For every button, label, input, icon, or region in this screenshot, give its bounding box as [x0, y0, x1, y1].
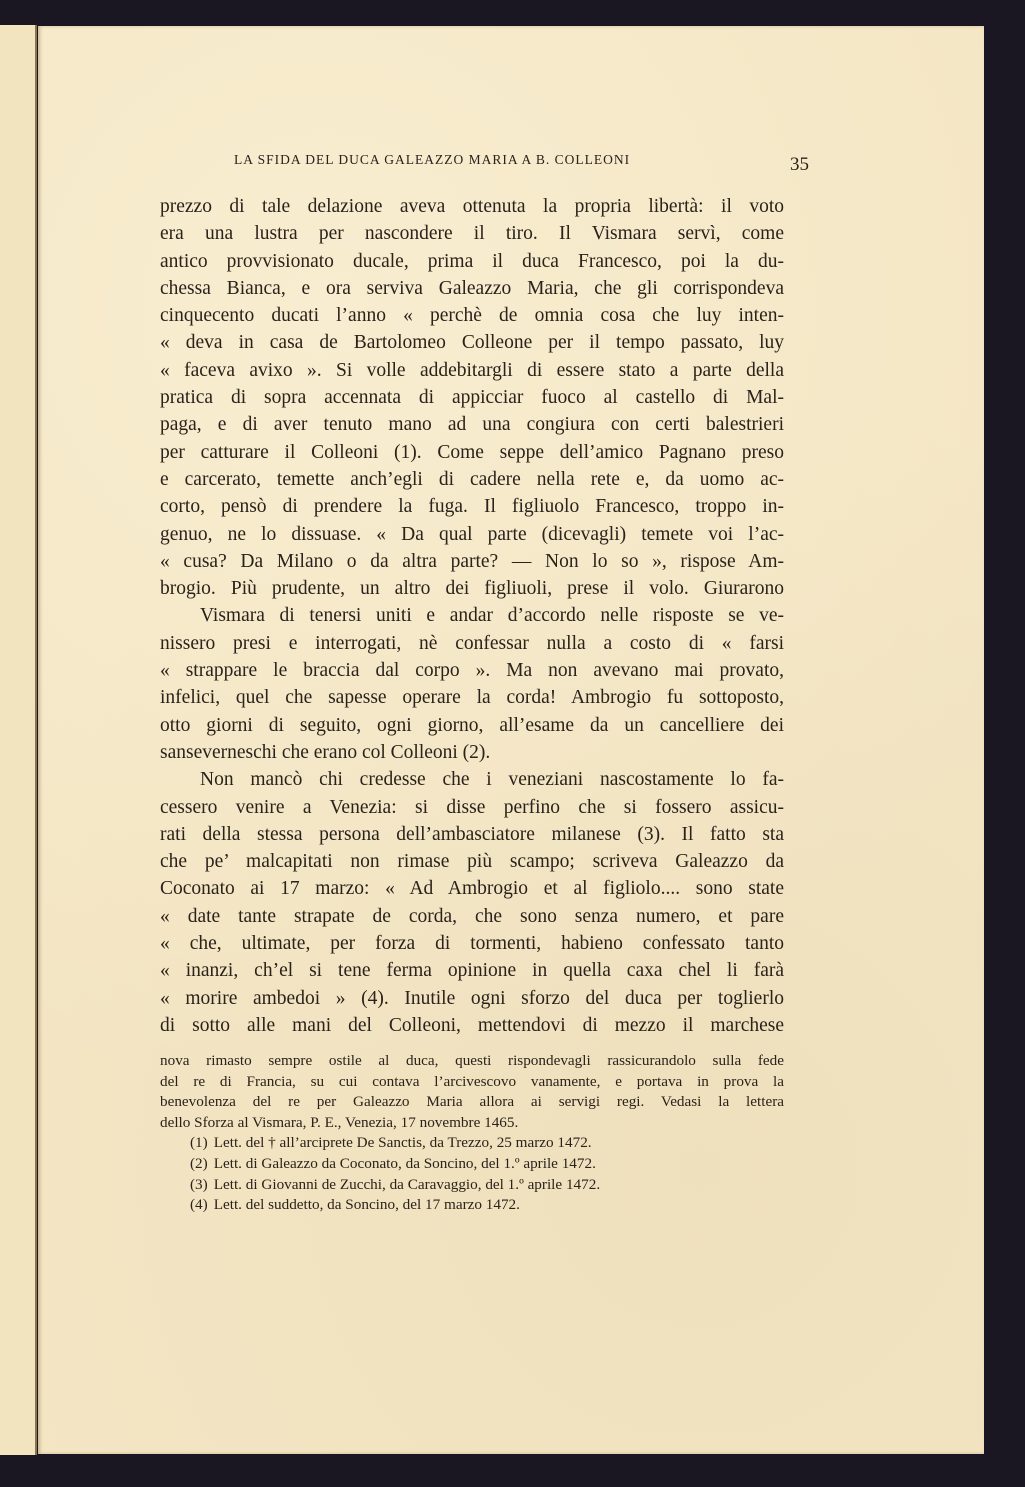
- footnote-continuation-line: benevolenza del re per Galeazzo Maria allora ai servigi regi. Vedasi la lettera: [160, 1093, 784, 1111]
- body-line: infelici, quel che sapesse operare la corda! Ambrogio fu sottoposto,: [160, 687, 784, 709]
- footnote-text: Lett. del suddetto, da Soncino, del 17 marzo 1472.: [213, 1196, 520, 1214]
- body-line: che pe’ malcapitati non rimase più scampo; scriveva Galeazzo da: [160, 851, 784, 873]
- footnote-text: Lett. del † all’arciprete De Sanctis, da Trezzo, 25 marzo 1472.: [213, 1134, 592, 1152]
- footnote-number: (3): [190, 1175, 208, 1193]
- body-text: [160, 193, 784, 1039]
- body-line: era una lustra per nascondere il tiro. Il Vismara servì, come: [160, 223, 784, 245]
- footnote-text: Lett. di Giovanni de Zucchi, da Caravaggio, del 1.º aprile 1472.: [213, 1175, 601, 1193]
- footnotes: [160, 1051, 784, 1216]
- body-line: « cusa? Da Milano o da altra parte? — Non lo so », rispose Am-: [160, 550, 784, 572]
- body-line: cessero venire a Venezia: si disse perfino che si fossero assicu-: [160, 796, 784, 818]
- body-line: cinquecento ducati l’anno « perchè de omnia cosa che luy inten-: [160, 305, 784, 327]
- footnote-number: (4): [190, 1196, 208, 1214]
- footnote-number: (1): [190, 1134, 208, 1152]
- body-line: di sotto alle mani del Colleoni, mettendovi di mezzo il marchese: [160, 1014, 784, 1036]
- body-line: sanseverneschi che erano col Colleoni (2).: [160, 741, 491, 763]
- body-line: « che, ultimate, per forza di tormenti, habieno confessato tanto: [160, 933, 784, 955]
- footnote-3: [160, 1175, 784, 1196]
- footnote-4: [160, 1195, 784, 1216]
- body-line: e carcerato, temette anch’egli di cadere nella rete e, da uomo ac-: [160, 468, 784, 490]
- body-line: Non mancò chi credesse che i veneziani nascostamente lo fa-: [200, 769, 784, 791]
- footnote-continuation-line: nova rimasto sempre ostile al duca, questi rispondevagli rassicurandolo sulla fede: [160, 1052, 784, 1069]
- page-number: 35: [790, 154, 809, 175]
- body-line: « deva in casa de Bartolomeo Colleone per il tempo passato, luy: [160, 332, 784, 354]
- body-line: per catturare il Colleoni (1). Come seppe dell’amico Pagnano preso: [160, 441, 784, 463]
- footnote-continuation-line: dello Sforza al Vismara, P. E., Venezia, 17 novembre 1465.: [160, 1113, 519, 1131]
- body-line: genuo, ne lo dissuase. « Da qual parte (dicevagli) temete voi l’ac-: [160, 523, 784, 545]
- body-line: chessa Bianca, e ora serviva Galeazzo Maria, che gli corrispondeva: [160, 277, 784, 299]
- body-line: « strappare le braccia dal corpo ». Ma non avevano mai provato,: [160, 660, 784, 682]
- body-line: Coconato ai 17 marzo: « Ad Ambrogio et al figliolo.... sono state: [160, 878, 784, 900]
- body-line: otto giorni di seguito, ogni giorno, all’esame da un cancelliere dei: [160, 714, 784, 736]
- body-line: paga, e di aver tenuto mano ad una congiura con certi balestrieri: [160, 414, 784, 436]
- footnote-text: Lett. di Galeazzo da Coconato, da Soncino, del 1.º aprile 1472.: [213, 1154, 596, 1172]
- body-line: Vismara di tenersi uniti e andar d’accordo nelle risposte se ve-: [200, 605, 784, 627]
- body-line: nissero presi e interrogati, nè confessar nulla a costo di « farsi: [160, 632, 784, 654]
- facing-page-edge: [0, 25, 37, 1455]
- body-line: « faceva avixo ». Si volle addebitargli di essere stato a parte della: [160, 359, 784, 381]
- body-line: rati della stessa persona dell’ambasciatore milanese (3). Il fatto sta: [160, 823, 784, 845]
- footnote-1: [160, 1133, 784, 1154]
- footnote-continuation-line: del re di Francia, su cui contava l’arcivescovo vanamente, e portava in prova la: [160, 1072, 784, 1090]
- body-line: « morire ambedoi » (4). Inutile ogni sforzo del duca per toglierlo: [160, 987, 784, 1009]
- body-line: « date tante strapate de corda, che sono senza numero, et pare: [160, 905, 784, 927]
- body-line: antico provvisionato ducale, prima il duca Francesco, poi la du-: [160, 250, 784, 272]
- body-line: prezzo di tale delazione aveva ottenuta la propria libertà: il voto: [160, 196, 784, 217]
- body-line: brogio. Più prudente, un altro dei figliuoli, prese il volo. Giurarono: [160, 578, 784, 600]
- running-head: LA SFIDA DEL DUCA GALEAZZO MARIA A B. COLLEONI: [234, 152, 631, 167]
- body-line: pratica di sopra accennata di appicciar fuoco al castello di Mal-: [160, 387, 784, 409]
- footnote-number: (2): [190, 1154, 208, 1172]
- body-line: corto, pensò di prendere la fuga. Il figliuolo Francesco, troppo in-: [160, 496, 784, 518]
- body-line: « inanzi, ch’el si tene ferma opinione in quella caxa chel li farà: [160, 960, 784, 982]
- footnote-2: [160, 1154, 784, 1175]
